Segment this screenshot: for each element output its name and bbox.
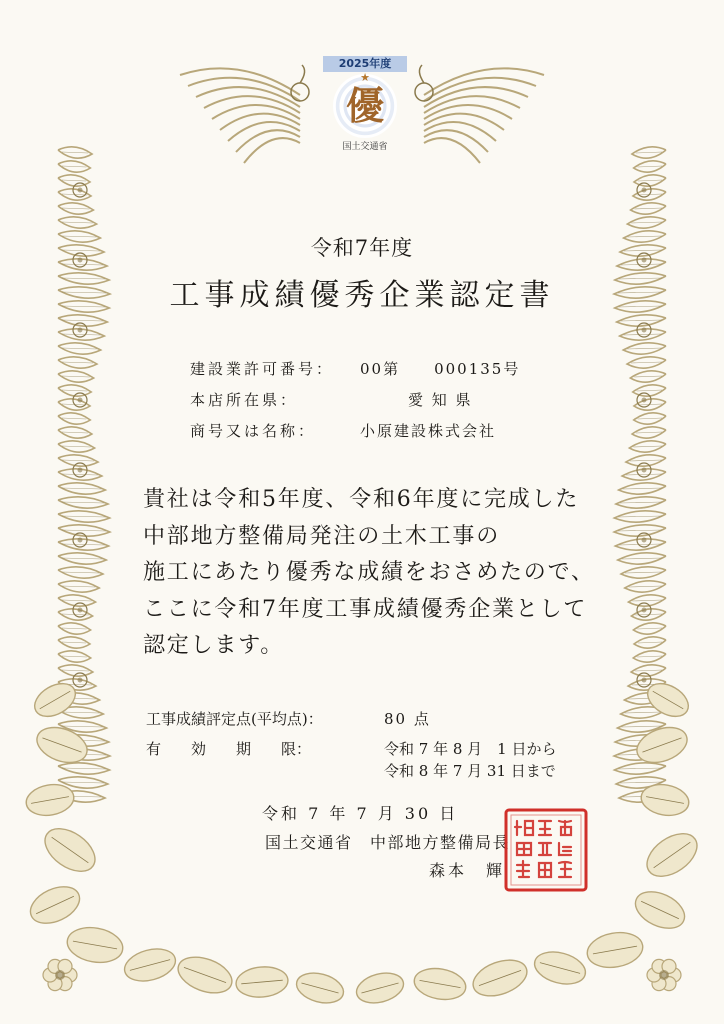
license-number-value: 00第 000135号: [360, 360, 521, 378]
statement-line: 貴社は令和5年度、令和6年度に完成した: [143, 487, 580, 512]
issuing-authority: 国土交通省 中部地方整備局長: [265, 833, 511, 852]
head-office-value: 愛 知 県: [408, 391, 473, 409]
company-name-label: 商号又は名称：: [190, 422, 317, 440]
validity-label: 有 効 期 限：: [146, 740, 312, 758]
statement-line: 中部地方整備局発注の土木工事の: [143, 523, 501, 549]
score-label: 工事成績評定点(平均点)：: [146, 710, 323, 728]
validity-to: 令和 8 年 7 月 31 日まで: [384, 762, 556, 780]
statement-line: 認定します。: [143, 633, 285, 658]
license-number-label: 建設業許可番号：: [190, 360, 335, 378]
company-name-value: 小原建設株式会社: [360, 422, 497, 440]
star-icon: ★: [360, 71, 370, 84]
emblem-year: 2025年度: [323, 56, 407, 72]
fiscal-year-heading: 令和7年度: [310, 236, 414, 260]
certificate-title: 工事成績優秀企業認定書: [169, 278, 555, 313]
award-emblem: [323, 56, 407, 156]
emblem-mark: 優: [345, 83, 384, 128]
statement-line: 施工にあたり優秀な成績をおさめたので、: [143, 560, 595, 585]
official-seal: [503, 807, 589, 893]
head-office-label: 本店所在県：: [190, 391, 299, 409]
score-value: 80 点: [384, 710, 431, 728]
issuer-name: 森本 輝: [429, 861, 506, 880]
validity-from: 令和 7 年 8 月 1 日から: [384, 740, 557, 758]
certification-statement: [143, 482, 593, 665]
issue-date: 令和 7 年 7 月 30 日: [262, 804, 459, 823]
statement-line: ここに令和7年度工事成績優秀企業として: [143, 596, 588, 622]
emblem-ministry: 国土交通省: [342, 142, 388, 152]
